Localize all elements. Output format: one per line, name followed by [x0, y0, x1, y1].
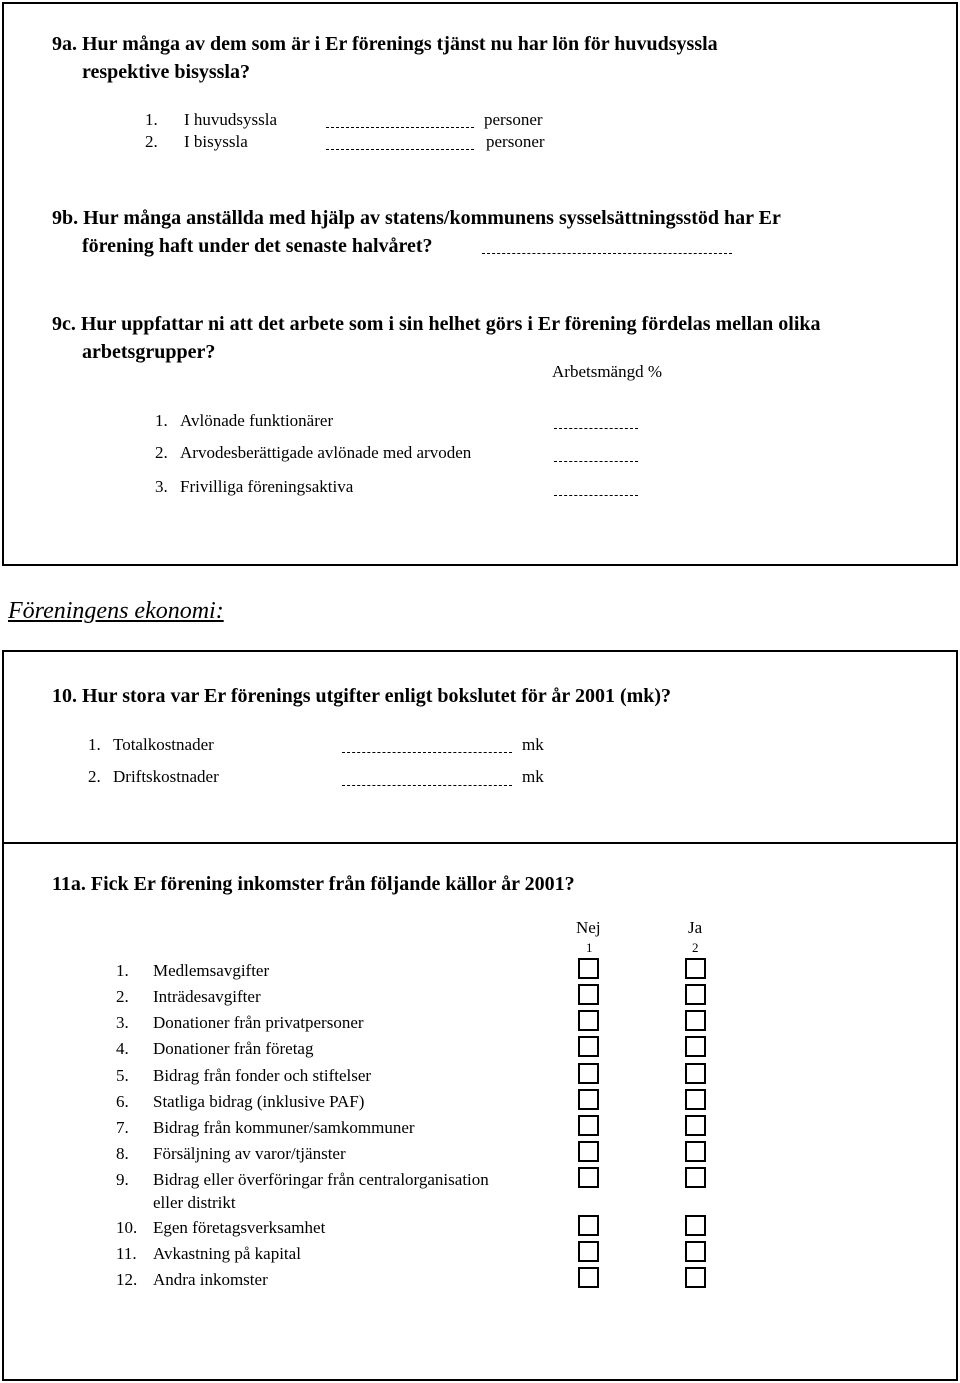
q9c-item-2-answer-line[interactable]	[554, 461, 638, 462]
q9a-line2: respektive bisyssla?	[82, 61, 250, 83]
q11a-item-5-num: 5.	[116, 1066, 129, 1085]
q11a-item-4-no-checkbox[interactable]	[578, 1036, 599, 1057]
q11a-item-5-label: Bidrag från fonder och stiftelser	[153, 1066, 372, 1085]
q9c-item-2-label: Arvodesberättigade avlönade med arvoden	[180, 443, 472, 462]
q11a-item-1-no-checkbox[interactable]	[578, 958, 599, 979]
q9c-item-1-answer-line[interactable]	[554, 428, 638, 429]
q11a-col-no: Nej	[576, 918, 601, 937]
q9a-item-2-answer-line[interactable]	[326, 149, 474, 150]
q11a-item-3-num: 3.	[116, 1013, 129, 1032]
q9a-item-2-num: 2.	[145, 132, 158, 151]
q9a-item-2-unit: personer	[486, 132, 545, 151]
q9a-item-1-unit: personer	[484, 110, 543, 129]
q9c-item-3-answer-line[interactable]	[554, 495, 638, 496]
q10-title: 10. Hur stora var Er förenings utgifter enligt bokslutet för år 2001 (mk)?	[52, 685, 672, 707]
q11a-item-11-label: Avkastning på kapital	[153, 1244, 301, 1263]
q9c-item-3-num: 3.	[155, 477, 168, 496]
q11a-item-6-yes-checkbox[interactable]	[685, 1089, 706, 1110]
q11a-item-2-no-checkbox[interactable]	[578, 984, 599, 1005]
q10-item-1-unit: mk	[522, 735, 544, 754]
q11a-item-11-num: 11.	[116, 1244, 137, 1263]
q11a-col-no-code: 1	[586, 940, 593, 955]
q10-item-2-answer-line[interactable]	[342, 785, 512, 786]
q11a-item-9-label-continued: eller distrikt	[153, 1193, 236, 1212]
q11a-item-8-yes-checkbox[interactable]	[685, 1141, 706, 1162]
q9a-item-1-answer-line[interactable]	[326, 127, 474, 128]
q9c-column-header: Arbetsmängd %	[552, 362, 663, 381]
q9b-line2: förening haft under det senaste halvåret?	[82, 235, 433, 257]
q11a-item-4-yes-checkbox[interactable]	[685, 1036, 706, 1057]
q10-item-2-label: Driftskostnader	[113, 767, 219, 786]
q11a-item-10-num: 10.	[116, 1218, 138, 1237]
q9b-line1: 9b. Hur många anställda med hjälp av statens/kommunens sysselsättningsstöd har Er	[52, 207, 781, 229]
q9a-item-2-label: I bisyssla	[184, 132, 248, 151]
q11a-item-2-yes-checkbox[interactable]	[685, 984, 706, 1005]
section-title: Föreningens ekonomi:	[8, 598, 224, 624]
q11a-item-10-no-checkbox[interactable]	[578, 1215, 599, 1236]
q11a-item-7-num: 7.	[116, 1118, 129, 1137]
q9c-line2: arbetsgrupper?	[82, 341, 216, 363]
q11a-item-7-yes-checkbox[interactable]	[685, 1115, 706, 1136]
q11a-item-7-label: Bidrag från kommuner/samkommuner	[153, 1118, 415, 1137]
q11a-item-2-num: 2.	[116, 987, 129, 1006]
q11a-item-11-no-checkbox[interactable]	[578, 1241, 599, 1262]
q11a-item-12-label: Andra inkomster	[153, 1270, 268, 1289]
q11a-item-5-no-checkbox[interactable]	[578, 1063, 599, 1084]
q11a-item-9-yes-checkbox[interactable]	[685, 1167, 706, 1188]
q11a-item-8-label: Försäljning av varor/tjänster	[153, 1144, 346, 1163]
q10-item-1-answer-line[interactable]	[342, 752, 512, 753]
q9b-answer-line[interactable]	[482, 253, 732, 254]
q11a-item-6-num: 6.	[116, 1092, 129, 1111]
q11a-item-3-label: Donationer från privatpersoner	[153, 1013, 364, 1032]
q11a-item-8-no-checkbox[interactable]	[578, 1141, 599, 1162]
q11a-item-4-label: Donationer från företag	[153, 1039, 314, 1058]
question-box-11a	[2, 842, 958, 1381]
q10-item-2-unit: mk	[522, 767, 544, 786]
q11a-item-6-no-checkbox[interactable]	[578, 1089, 599, 1110]
q10-item-1-num: 1.	[88, 735, 101, 754]
q11a-item-12-no-checkbox[interactable]	[578, 1267, 599, 1288]
question-box-9	[2, 2, 958, 566]
q11a-col-yes-code: 2	[692, 940, 699, 955]
q11a-item-11-yes-checkbox[interactable]	[685, 1241, 706, 1262]
q9c-item-2-num: 2.	[155, 443, 168, 462]
q11a-item-1-label: Medlemsavgifter	[153, 961, 270, 980]
q11a-item-1-num: 1.	[116, 961, 129, 980]
q9c-item-1-label: Avlönade funktionärer	[180, 411, 334, 430]
q9c-item-3-label: Frivilliga föreningsaktiva	[180, 477, 354, 496]
q9a-line1: 9a. Hur många av dem som är i Er förenings tjänst nu har lön för huvudsyssla	[52, 33, 718, 55]
q10-item-1-label: Totalkostnader	[113, 735, 214, 754]
q11a-item-7-no-checkbox[interactable]	[578, 1115, 599, 1136]
q11a-item-1-yes-checkbox[interactable]	[685, 958, 706, 979]
q9c-item-1-num: 1.	[155, 411, 168, 430]
q11a-item-12-num: 12.	[116, 1270, 138, 1289]
q10-item-2-num: 2.	[88, 767, 101, 786]
q11a-item-5-yes-checkbox[interactable]	[685, 1063, 706, 1084]
q9a-item-1-label: I huvudsyssla	[184, 110, 278, 129]
q11a-item-4-num: 4.	[116, 1039, 129, 1058]
q11a-item-12-yes-checkbox[interactable]	[685, 1267, 706, 1288]
q11a-item-3-no-checkbox[interactable]	[578, 1010, 599, 1031]
q9a-item-1-num: 1.	[145, 110, 158, 129]
q11a-item-10-yes-checkbox[interactable]	[685, 1215, 706, 1236]
q11a-item-9-no-checkbox[interactable]	[578, 1167, 599, 1188]
q11a-title: 11a. Fick Er förening inkomster från följande källor år 2001?	[52, 873, 575, 895]
q11a-item-8-num: 8.	[116, 1144, 129, 1163]
q11a-item-9-label: Bidrag eller överföringar från centralorganisation	[153, 1170, 489, 1189]
q9c-line1: 9c. Hur uppfattar ni att det arbete som i sin helhet görs i Er förening fördelas mellan olika	[52, 313, 821, 335]
q11a-col-yes: Ja	[688, 918, 703, 937]
q11a-item-6-label: Statliga bidrag (inklusive PAF)	[153, 1092, 365, 1111]
q11a-item-10-label: Egen företagsverksamhet	[153, 1218, 326, 1237]
q11a-item-9-num: 9.	[116, 1170, 129, 1189]
q11a-item-2-label: Inträdesavgifter	[153, 987, 261, 1006]
q11a-item-3-yes-checkbox[interactable]	[685, 1010, 706, 1031]
